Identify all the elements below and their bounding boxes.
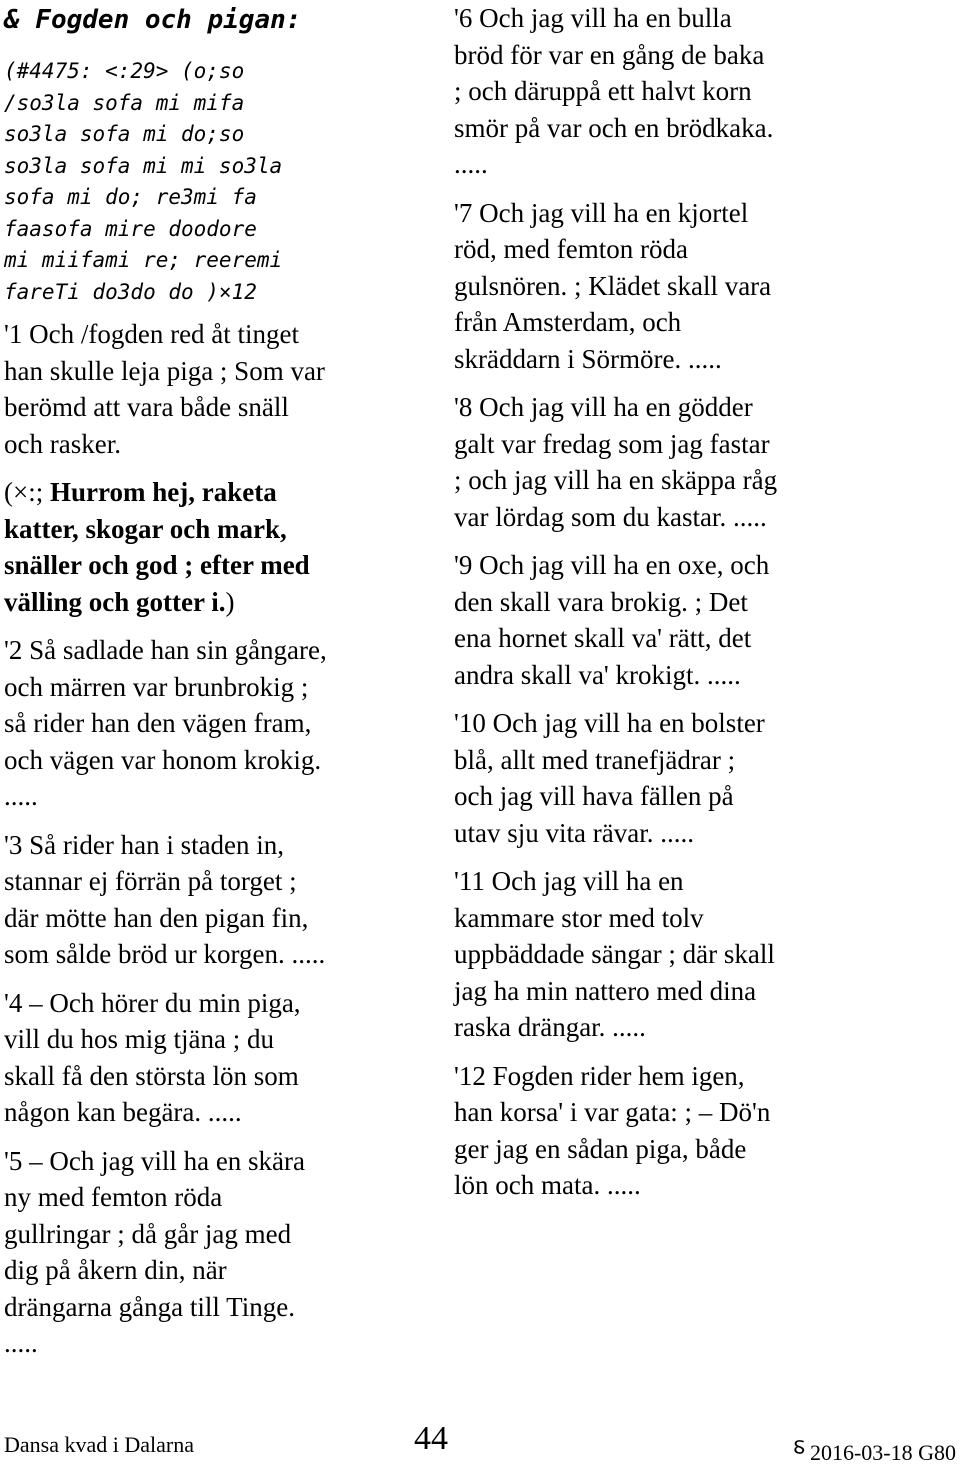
verse-8: '8 Och jag vill ha en gödder galt var fredag som jag fastar ; och jag vill ha en skäppa råg var lördag som du kastar. ..... — [454, 392, 778, 532]
verse-2: '2 Så sadlade han sin gångare, och märren var brunbrokig ; så rider han den vägen fram, och vägen var honom krokig. ..... — [4, 635, 327, 811]
music-notation: (#4475: <:29> (o;so /so3la sofa mi mifa so3la sofa mi do;so so3la sofa mi mi so3la sofa mi do; re3mi fa faasofa mire doodore mi miifami re; reeremi fareTi do3do do )×12 — [4, 59, 283, 304]
verse-6: '6 Och jag vill ha en bulla bröd för var en gång de baka ; och däruppå ett halvt korn smör på var och en brödkaka. ..... — [454, 3, 774, 179]
refrain-text: Hurrom hej, raketa katter, skogar och mark, snäller och god ; efter med välling och gotter i. — [4, 477, 310, 617]
footer-book-title: Dansa kvad i Dalarna — [4, 1432, 194, 1457]
verse-7: '7 Och jag vill ha en kjortel röd, med femton röda gulsnören. ; Klädet skall vara från Amsterdam, och skräddarn i Sörmöre. ..... — [454, 197, 772, 374]
refrain — [4, 474, 434, 620]
left-column — [4, 0, 434, 1374]
footer-date-code — [793, 1432, 956, 1468]
verse-4: '4 – Och hörer du min piga, vill du hos mig tjäna ; du skall få den största lön som någon kan begära. ..... — [4, 987, 301, 1127]
verse-3: '3 Så rider han i staden in, stannar ej förrän på torget ; där mötte han den pigan fin, som sålde bröd ur korgen. ..... — [4, 829, 326, 969]
page-number: 44 — [414, 1420, 448, 1457]
verse-11: '11 Och jag vill ha en kammare stor med tolv uppbäddade sängar ; där skall jag ha min nattero med dina raska drängar. ..... — [454, 866, 775, 1042]
verse-12: '12 Fogden rider hem igen, han korsa' i var gata: ; – Dö'n ger jag en sådan piga, både lön och mata. ..... — [454, 1060, 771, 1200]
verse-9: '9 Och jag vill ha en oxe, och den skall vara brokig. ; Det ena hornet skall va' rätt, det andra skall va' krokigt. ..... — [454, 550, 770, 690]
refrain-open: (×:; — [4, 477, 50, 507]
footer-date: 2016-03-18 G80 — [809, 1440, 956, 1465]
page-footer — [0, 1420, 960, 1467]
verse-1: '1 Och /fogden red åt tinget han skulle leja piga ; Som var berömd att vara både snäll och rasker. — [4, 319, 325, 459]
verse-5: '5 – Och jag vill ha en skära ny med femton röda gullringar ; då går jag med dig på åkern din, när drängarna gånga till Tinge. ..... — [4, 1145, 306, 1358]
refrain-close: ) — [225, 586, 235, 617]
lambda-mark-icon: ⸹ — [792, 1437, 806, 1467]
page-title: & Fogden och pigan: — [4, 5, 302, 35]
verse-10: '10 Och jag vill ha en bolster blå, allt med tranefjädrar ; och jag vill hava fällen på utav sju vita rävar. ..... — [454, 708, 765, 848]
right-column — [454, 0, 954, 1216]
